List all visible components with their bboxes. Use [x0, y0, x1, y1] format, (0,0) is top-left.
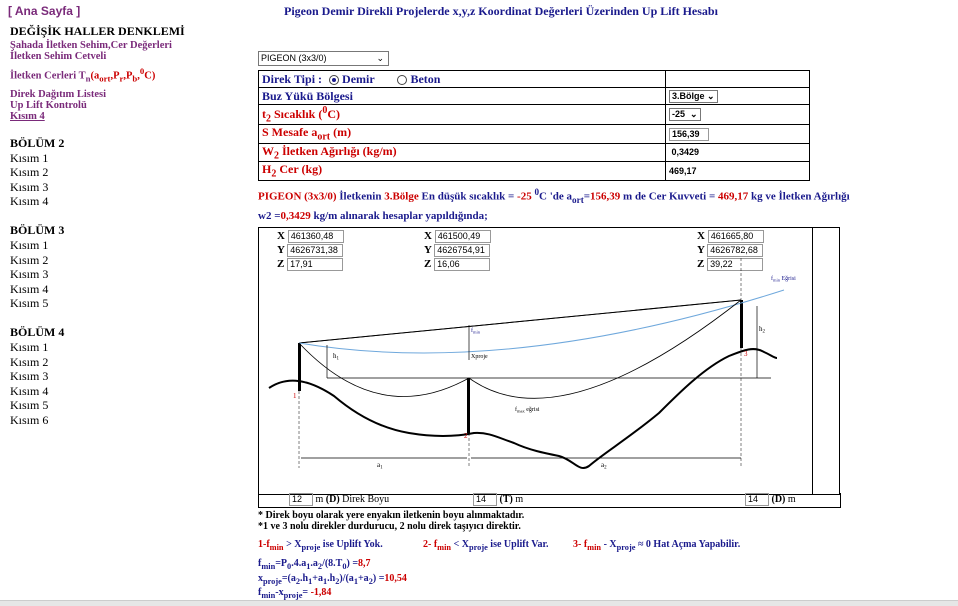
temperature-value: -25 — [672, 109, 686, 120]
formula-sub: 2 — [295, 577, 301, 586]
temp-text: t — [262, 107, 266, 121]
formula-sub: 1 — [308, 577, 313, 586]
tension-text: C) — [144, 70, 156, 82]
weight-sub: 2 — [274, 150, 279, 162]
span-cell — [666, 125, 810, 143]
tower-3-height — [745, 493, 796, 506]
formula-text: ) = — [372, 573, 385, 584]
radio-checked-icon — [329, 75, 339, 85]
sidebar-section-title: DEĞİŞİK HALLER DENKLEMİ — [10, 24, 185, 38]
h1-label: $h_1$ — [333, 352, 339, 362]
height-caption: Direk Boyu — [339, 493, 390, 505]
table-row — [259, 88, 810, 105]
formula-text: +a — [312, 573, 323, 584]
radio-unchecked-icon — [397, 75, 407, 85]
sidebar-item[interactable]: Kısım 2 — [10, 165, 49, 180]
formula-text: )/(a — [339, 573, 354, 584]
note-1: * Direk boyu olarak yere enyakın iletkenin boyu alınmaktadır. — [258, 510, 525, 521]
sidebar-item[interactable]: Kısım 3 — [10, 179, 49, 194]
sidebar-link-sag-table[interactable]: İletken Sehim Cetveli — [10, 51, 107, 62]
condition-text: 3- f — [573, 539, 588, 550]
summary-text — [258, 184, 858, 224]
tower-2-y-input[interactable]: 4626754,91 — [434, 244, 490, 257]
height-tag: (D) — [769, 493, 786, 505]
axis-z-label: Z — [277, 258, 285, 270]
axis-x-label: X — [697, 230, 705, 242]
tension-value: 469,17 — [669, 165, 697, 176]
temperature-label — [259, 105, 666, 125]
weight-cell — [666, 143, 810, 161]
h2-label: $h_2$ — [759, 325, 765, 335]
formula-text: .4.a — [291, 558, 307, 569]
tower-3-number: 3 — [744, 350, 748, 358]
sidebar-item[interactable]: Kısım 4 — [10, 281, 49, 296]
summary-sub: ort — [572, 194, 584, 205]
tension-sub: ort — [99, 73, 111, 84]
tower-3-y-input[interactable]: 4626782,68 — [707, 244, 763, 257]
summary-text-part: w2 = — [258, 209, 281, 222]
fmin-curve-label: $f_{min}$ Eğrisi — [771, 276, 796, 283]
tension-sub: n — [85, 73, 91, 84]
summary-zone: 3.Bölge — [384, 190, 419, 203]
summary-tension: 469,17 — [718, 190, 749, 203]
formula-text: +a — [357, 573, 369, 584]
profile-diagram — [259, 228, 811, 493]
formula-text: f — [258, 587, 262, 598]
summary-text-part: İletkenin — [336, 190, 385, 203]
fmin-value: 8,7 — [358, 558, 371, 569]
height-tag: (T) — [497, 493, 513, 505]
tower-3 — [740, 300, 743, 348]
tension-text: ,P — [123, 70, 133, 82]
sidebar-item[interactable]: Kısım 5 — [10, 296, 49, 311]
radio-steel[interactable] — [329, 72, 374, 86]
tension-sub: 2 — [271, 168, 277, 180]
tension-cell — [666, 162, 810, 180]
fmin-curve — [299, 290, 784, 353]
formula-text: /(8.T — [322, 558, 343, 569]
condition-3 — [573, 539, 740, 552]
horizontal-scrollbar[interactable] — [0, 600, 958, 606]
result-xproje — [258, 573, 407, 586]
tower-1-height-input[interactable]: 12 — [289, 493, 313, 506]
radio-concrete[interactable] — [397, 72, 440, 86]
ice-zone-select[interactable] — [669, 90, 718, 103]
tower-1 — [298, 343, 301, 391]
formula-sub: 2 — [368, 577, 373, 586]
radio-concrete-label: Beton — [410, 71, 441, 86]
home-link[interactable]: [ Ana Sayfa ] — [8, 4, 81, 18]
axis-z-label: Z — [424, 258, 432, 270]
height-tag: (D) — [325, 493, 340, 505]
sidebar-item[interactable]: Kısım 4 — [10, 194, 49, 209]
condition-text: 1-f — [258, 539, 270, 550]
sidebar-link-uplift[interactable]: Up Lift Kontrolü — [10, 99, 87, 111]
tower-1-height — [289, 493, 389, 506]
tower-1-number: 1 — [293, 392, 297, 400]
result-difference — [258, 587, 331, 600]
sidebar-section-heading: BÖLÜM 4 — [10, 324, 65, 339]
tower-3-x-input[interactable]: 461665,80 — [708, 230, 764, 243]
summary-text-part: = — [583, 190, 591, 203]
empty-cell — [666, 71, 810, 88]
axis-y-label: Y — [424, 244, 432, 256]
formula-text: x — [258, 573, 263, 584]
formula-text: f — [258, 558, 262, 569]
weight-text: İletken Ağırlığı (kg/m) — [279, 143, 397, 158]
chord-line-2 — [299, 300, 741, 343]
sidebar-item[interactable]: Kısım 2 — [10, 252, 49, 267]
tower-2-x-input[interactable]: 461500,49 — [435, 230, 491, 243]
axis-x-label: X — [277, 230, 285, 242]
sidebar-item[interactable]: Kısım 3 — [10, 369, 49, 384]
tower-3-height-input[interactable]: 14 — [745, 493, 769, 506]
condition-sub: proje — [468, 543, 488, 552]
tower-1-x-input[interactable]: 461360,48 — [288, 230, 344, 243]
ice-zone-cell — [666, 88, 810, 105]
tension-text: İletken Cerleri T — [10, 70, 86, 82]
formula-sub: min — [261, 562, 276, 571]
xproje-value: 10,54 — [384, 573, 407, 584]
height-unit: m — [512, 493, 524, 505]
formula-sub: 1 — [353, 577, 358, 586]
tower-type-cell — [259, 71, 666, 88]
tower-2 — [467, 378, 470, 433]
formula-sub: 1 — [306, 562, 311, 571]
formula-sub: min — [261, 591, 276, 600]
span-sub: ort — [317, 131, 331, 143]
span-input[interactable]: 156,39 — [669, 128, 709, 141]
axis-y-label: Y — [697, 244, 705, 256]
tension-text: Cer (kg) — [276, 162, 323, 177]
tower-3-z-input[interactable]: 39,22 — [707, 258, 763, 271]
weight-text: W — [262, 143, 274, 158]
difference-value: -1,84 — [310, 587, 332, 598]
summary-text-part: kg ve İletken Ağırlığı — [748, 190, 850, 203]
condition-text: ise Uplift Var. — [487, 539, 549, 550]
condition-text: 2- f — [423, 539, 438, 550]
condition-text: < X — [451, 539, 469, 550]
formula-sub: proje — [263, 577, 282, 586]
chevron-down-icon: ⌄ — [376, 53, 384, 63]
a2-label: $a_2$ — [601, 461, 607, 471]
sidebar-item[interactable]: Kısım 1 — [10, 237, 49, 252]
formula-text: .h — [327, 573, 336, 584]
sidebar — [10, 24, 250, 428]
tension-sub: r — [119, 73, 124, 84]
sidebar-item[interactable]: Kısım 1 — [10, 339, 49, 354]
formula-sub: 2 — [317, 562, 323, 571]
tension-text: H — [262, 162, 272, 177]
formula-sub: 2 — [335, 577, 340, 586]
formula-text: ) = — [346, 558, 359, 569]
chevron-down-icon: ⌄ — [707, 90, 715, 101]
axis-y-label: Y — [277, 244, 285, 256]
condition-text: > X — [283, 539, 302, 550]
conductor-select-value: PIGEON (3x3/0) — [261, 53, 327, 63]
formula-sub: 0 — [342, 562, 347, 571]
table-row — [259, 125, 810, 143]
chevron-down-icon: ⌄ — [690, 109, 698, 120]
sidebar-item[interactable]: Kısım 2 — [10, 354, 49, 369]
condition-1 — [258, 539, 383, 552]
summary-span: 156,39 — [590, 190, 621, 203]
page-title: Pigeon Demir Direkli Projelerde x,y,z Koordinat Değerleri Üzerinden Up Lift Hesabı — [284, 4, 718, 18]
summary-text-part: En düşük sıcaklık = — [418, 190, 518, 203]
ice-zone-value: 3.Bölge — [672, 90, 705, 101]
summary-text-part: C 'de a — [539, 190, 573, 203]
span-text: S Mesafe a — [262, 125, 318, 140]
temperature-select[interactable] — [669, 108, 701, 121]
tower-type-label: Direk Tipi : — [262, 71, 323, 86]
summary-text-part: m de Cer Kuvveti = — [620, 190, 718, 203]
tension-label — [259, 162, 666, 180]
sidebar-item[interactable]: Kısım 1 — [10, 150, 49, 165]
summary-sup: 0 — [534, 187, 540, 197]
span-label — [259, 125, 666, 143]
condition-sub: min — [587, 543, 602, 552]
table-row — [259, 143, 810, 161]
tower-1-z-input[interactable]: 17,91 — [287, 258, 343, 271]
radio-steel-label: Demir — [342, 71, 375, 86]
tower-heights-row — [258, 493, 841, 508]
tower-2-height-input[interactable]: 14 — [473, 493, 497, 506]
params-table — [258, 70, 810, 181]
summary-text-part: kg/m alınarak hesaplar yapıldığında; — [310, 209, 488, 222]
fmax-curve-1 — [299, 343, 469, 397]
height-unit: m — [315, 493, 326, 505]
tower-2-number: 2 — [464, 432, 468, 440]
note-2: *1 ve 3 nolu direkler durdurucu, 2 nolu direk taşıyıcı direktir. — [258, 521, 521, 532]
table-row — [259, 105, 810, 125]
condition-sub: min — [437, 543, 452, 552]
tension-sup: 0 — [139, 66, 145, 76]
ice-zone-label: Buz Yükü Bölgesi — [259, 88, 666, 105]
condition-2 — [423, 539, 549, 552]
temp-text: C) — [327, 107, 341, 121]
condition-sub: min — [269, 543, 284, 552]
tension-text: (a — [90, 70, 100, 82]
tower-2-height — [473, 493, 523, 506]
formula-text: =(a — [281, 573, 296, 584]
result-fmin — [258, 558, 371, 571]
formula-sub: 1 — [322, 577, 328, 586]
summary-conductor: PIGEON (3x3/0) — [258, 190, 337, 203]
formula-sub: 0 — [287, 562, 292, 571]
temp-sup: 0 — [322, 105, 328, 116]
sidebar-link-tower-list[interactable]: Direk Dağıtım Listesi — [10, 88, 107, 100]
sidebar-item[interactable]: Kısım 3 — [10, 267, 49, 282]
diagram-side-cell — [812, 227, 840, 495]
temp-text: Sıcaklık ( — [271, 107, 323, 121]
sidebar-item[interactable]: Kısım 4 — [10, 383, 49, 398]
sidebar-section-heading: BÖLÜM 3 — [10, 222, 65, 237]
tension-sub: b — [132, 73, 138, 84]
formula-text: .a — [310, 558, 318, 569]
tension-text: , — [137, 70, 140, 82]
tower-2-z-input[interactable]: 16,06 — [434, 258, 490, 271]
xproje-label: Xproje — [471, 354, 488, 360]
weight-value: 0,3429 — [671, 147, 700, 158]
a1-label: $a_1$ — [377, 461, 383, 471]
fmax-curve-label: $f_{max}$ eğrisi — [515, 407, 540, 414]
axis-x-label: X — [424, 230, 432, 242]
fmin-label: $f_{min}$ — [471, 328, 481, 335]
sidebar-link-part4[interactable]: Kısım 4 — [10, 110, 45, 122]
formula-text: =P — [275, 558, 288, 569]
sidebar-item[interactable]: Kısım 5 — [10, 398, 49, 413]
condition-text: ise Uplift Yok. — [320, 539, 383, 550]
table-row — [259, 162, 810, 180]
summary-weight: 0,3429 — [280, 209, 311, 222]
condition-sub: proje — [616, 543, 636, 552]
temp-sub: 2 — [266, 113, 271, 125]
sidebar-link-tension[interactable] — [10, 66, 250, 85]
tension-text: ,P — [110, 70, 120, 82]
height-unit: m — [785, 493, 796, 505]
sidebar-item[interactable]: Kısım 6 — [10, 412, 49, 427]
condition-text: ≈ 0 Hat Açma Yapabilir. — [635, 539, 741, 550]
formula-text: -x — [275, 587, 284, 598]
sidebar-section-heading: BÖLÜM 2 — [10, 135, 65, 150]
axis-z-label: Z — [697, 258, 705, 270]
weight-label — [259, 143, 666, 161]
tower-1-y-input[interactable]: 4626731,38 — [287, 244, 343, 257]
formula-sub: proje — [283, 591, 303, 600]
sidebar-link-field-sag[interactable]: Şahada İletken Sehim,Cer Değerleri — [10, 40, 172, 51]
formula-text: .h — [300, 573, 309, 584]
temperature-cell — [666, 105, 810, 125]
condition-sub: proje — [301, 543, 321, 552]
formula-text: = — [302, 587, 311, 598]
table-row — [259, 71, 810, 88]
conductor-select[interactable] — [258, 51, 389, 66]
span-text: (m) — [330, 125, 352, 140]
summary-temp: -25 — [517, 190, 532, 203]
condition-text: - X — [601, 539, 617, 550]
